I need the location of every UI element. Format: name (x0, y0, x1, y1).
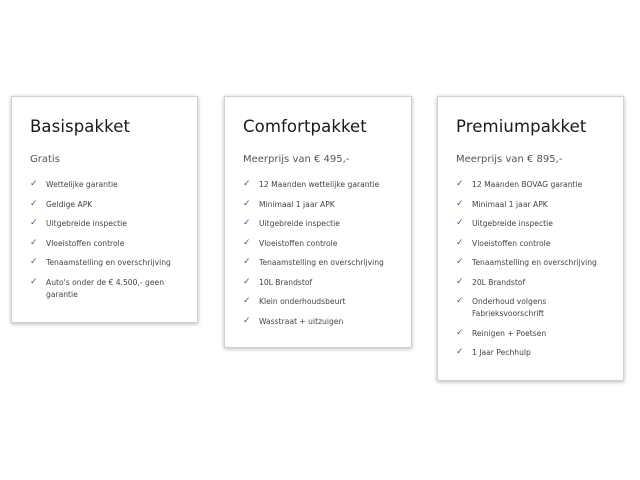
feature-label: Vloeistoffen controle (472, 238, 551, 248)
feature-label: 1 Jaar Pechhulp (472, 348, 531, 357)
list-item (243, 199, 403, 211)
check-icon: ✓ (456, 257, 464, 267)
list-item (456, 296, 616, 320)
list-item (30, 277, 190, 301)
list-item (243, 179, 403, 191)
check-icon: ✓ (30, 257, 38, 267)
check-icon: ✓ (243, 315, 251, 326)
check-icon: ✓ (456, 296, 464, 306)
list-item (456, 218, 616, 230)
list-item (456, 328, 616, 340)
package-card-basis (11, 96, 198, 323)
list-item (456, 347, 616, 359)
list-item (243, 257, 403, 269)
check-icon: ✓ (243, 179, 251, 189)
check-icon: ✓ (456, 218, 464, 228)
feature-list (243, 179, 403, 335)
check-icon: ✓ (243, 237, 251, 248)
package-title: Basispakket (30, 117, 131, 136)
feature-label: Onderhoud volgens Fabrieksvoorschrift (472, 297, 547, 318)
feature-label: Minimaal 1 jaar APK (472, 199, 548, 209)
check-icon: ✓ (30, 218, 38, 228)
check-icon: ✓ (30, 179, 38, 189)
feature-label: Uitgebreide inspectie (259, 219, 340, 228)
feature-label: 12 Maanden wettelijke garantie (259, 180, 380, 189)
feature-label: Vloeistoffen controle (259, 238, 338, 248)
feature-label: Auto's onder de € 4.500,- geen garantie (46, 277, 165, 299)
list-item (243, 277, 403, 289)
check-icon: ✓ (456, 327, 464, 338)
list-item (456, 199, 616, 211)
package-price: Meerprijs van € 495,- (243, 154, 350, 165)
list-item (30, 218, 190, 230)
feature-label: Tenaamstelling en overschrijving (259, 258, 384, 267)
list-item (243, 238, 403, 250)
feature-label: 12 Maanden BOVAG garantie (472, 180, 583, 189)
package-card-premium (437, 96, 624, 381)
feature-label: Reinigen + Poetsen (472, 328, 547, 338)
check-icon: ✓ (243, 218, 251, 228)
feature-list (456, 179, 616, 367)
feature-label: Tenaamstelling en overschrijving (46, 258, 171, 267)
check-icon: ✓ (30, 237, 38, 248)
list-item (30, 238, 190, 250)
package-price: Gratis (30, 154, 60, 165)
check-icon: ✓ (243, 257, 251, 267)
list-item (243, 296, 403, 308)
check-icon: ✓ (243, 276, 251, 287)
feature-label: Wasstraat + uitzuigen (259, 316, 344, 326)
check-icon: ✓ (456, 347, 464, 357)
list-item (243, 218, 403, 230)
feature-label: Uitgebreide inspectie (46, 219, 127, 228)
check-icon: ✓ (243, 198, 251, 209)
feature-label: Tenaamstelling en overschrijving (472, 258, 597, 267)
check-icon: ✓ (30, 276, 38, 287)
check-icon: ✓ (30, 198, 38, 209)
check-icon: ✓ (456, 237, 464, 248)
list-item (456, 257, 616, 269)
list-item (243, 316, 403, 328)
package-card-comfort (224, 96, 412, 348)
check-icon: ✓ (243, 296, 251, 306)
list-item (456, 277, 616, 289)
feature-label: Geldige APK (46, 199, 93, 209)
feature-list (30, 179, 190, 308)
package-title: Premiumpakket (456, 117, 587, 136)
list-item (30, 199, 190, 211)
feature-label: Uitgebreide inspectie (472, 219, 553, 228)
feature-label: Vloeistoffen controle (46, 238, 125, 248)
feature-label: Klein onderhoudsbeurt (259, 297, 346, 306)
package-price: Meerprijs van € 895,- (456, 154, 563, 165)
list-item (30, 179, 190, 191)
feature-label: Minimaal 1 jaar APK (259, 199, 335, 209)
check-icon: ✓ (456, 179, 464, 189)
feature-label: 20L Brandstof (472, 277, 526, 287)
feature-label: Wettelijke garantie (46, 180, 118, 189)
check-icon: ✓ (456, 198, 464, 209)
list-item (456, 179, 616, 191)
check-icon: ✓ (456, 276, 464, 287)
list-item (456, 238, 616, 250)
package-title: Comfortpakket (243, 117, 367, 136)
feature-label: 10L Brandstof (259, 277, 313, 287)
list-item (30, 257, 190, 269)
